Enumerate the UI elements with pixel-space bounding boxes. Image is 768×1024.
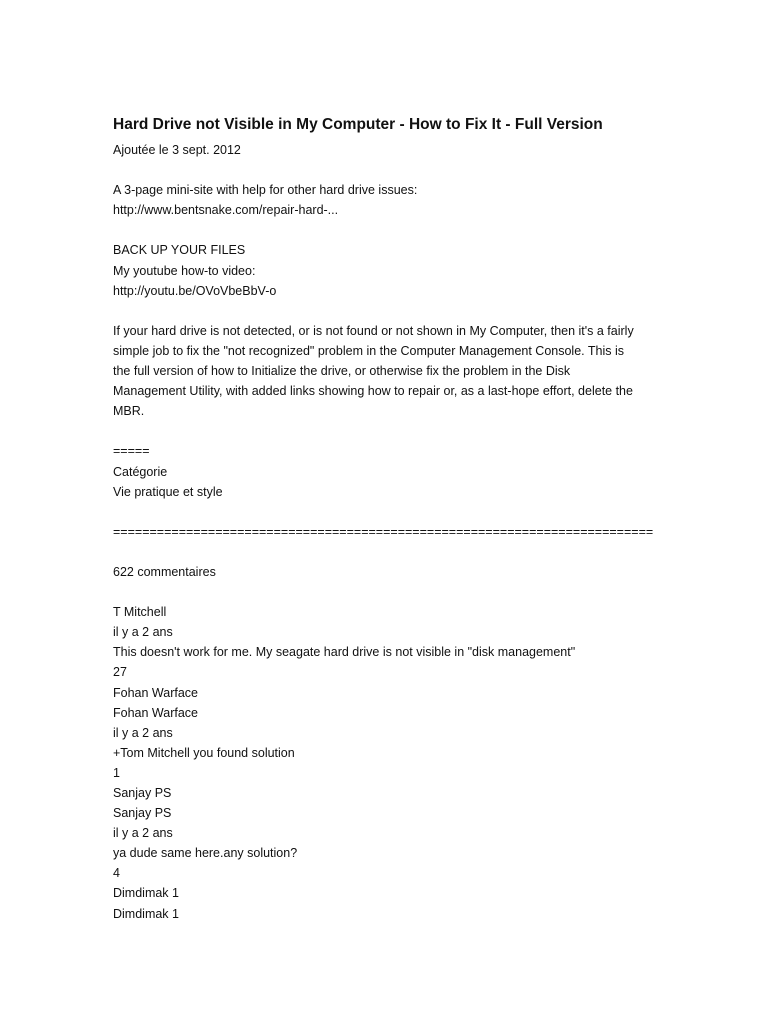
separator-long: ========================================================================== [113,524,654,539]
comment-2 [113,683,653,783]
video-link[interactable]: http://youtu.be/OVoVbeBbV-o [113,283,277,298]
comment-text: +Tom Mitchell you found solution [113,745,295,760]
comment-likes: 4 [113,866,120,881]
document-page [113,114,653,924]
comment-author-repeat[interactable]: Fohan Warface [113,705,198,720]
spacer [113,220,653,240]
comment-timestamp: il y a 2 ans [113,725,173,740]
comment-author-repeat[interactable]: Sanjay PS [113,806,172,821]
spacer [113,421,653,441]
spacer [113,582,653,602]
comment-3 [113,783,653,883]
category-label: Catégorie [113,464,168,479]
intro-text: A 3-page mini-site with help for other hard drive issues: [113,183,418,198]
comment-text: This doesn't work for me. My seagate hard drive is not visible in "disk management" [113,645,576,660]
date-added: Ajoutée le 3 sept. 2012 [113,143,241,157]
comment-author[interactable]: Fohan Warface [113,685,198,700]
comment-likes: 1 [113,765,120,780]
comment-timestamp: il y a 2 ans [113,826,173,841]
intro-link[interactable]: http://www.bentsnake.com/repair-hard-... [113,203,339,218]
spacer [113,502,653,522]
comment-4 [113,883,653,923]
backup-heading: BACK UP YOUR FILES [113,243,246,258]
video-label: My youtube how-to video: [113,263,256,278]
comment-author[interactable]: Dimdimak 1 [113,886,179,901]
comment-timestamp: il y a 2 ans [113,625,173,640]
spacer [113,542,653,562]
spacer [113,160,653,180]
comments-count: 622 commentaires [113,564,216,579]
category-value: Vie pratique et style [113,484,223,499]
description-paragraph: If your hard drive is not detected, or is not found or not shown in My Computer, then it's a fairly simple job to fix the "not recognized" problem in the Computer Management Console. This is the full version of how to Initialize the drive, or otherwise fix the problem in the Disk Management Utility, with added links showing how to repair or, as a last-hope effort, delete the MBR. [113,323,634,419]
comment-author[interactable]: Sanjay PS [113,786,172,800]
video-title: Hard Drive not Visible in My Computer - How to Fix It - Full Version [113,116,603,133]
spacer [113,301,653,321]
comment-author[interactable]: T Mitchell [113,605,167,620]
comment-text: ya dude same here.any solution? [113,846,298,861]
separator-short: ===== [113,444,150,459]
comment-1 [113,602,653,682]
comment-author-repeat[interactable]: Dimdimak 1 [113,906,179,921]
comment-likes: 27 [113,665,127,680]
